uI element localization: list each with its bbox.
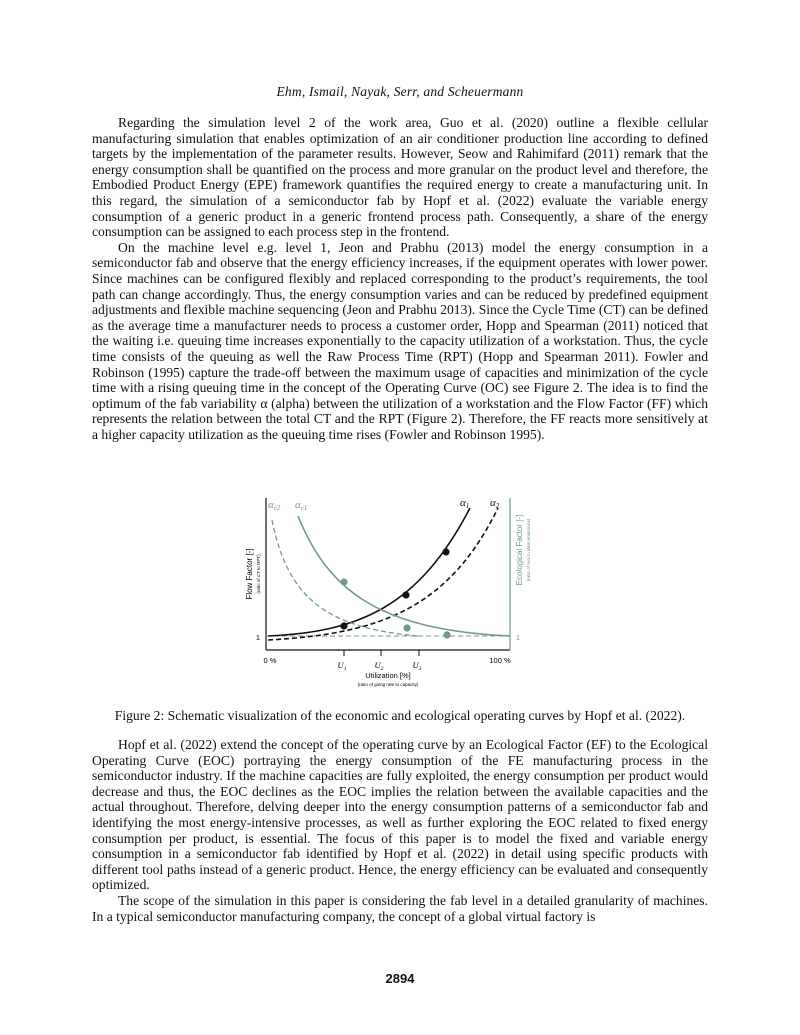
alpha-e1-label: αe1 [295,499,308,512]
x-sublabel: (ratio of going rate to capacity) [357,682,419,687]
alpha1-curve [268,508,470,636]
paragraph: The scope of the simulation in this paper is considering the fab level in a detailed granularity of machines. In a typical semiconductor manufacturing company, the concept of a global virtual factory is [92,892,708,924]
alpha1-label: α1 [460,497,470,510]
alpha-e2-curve [272,520,418,636]
alpha-e2-label: αe2 [268,499,281,512]
u2-label: $U_2$ [374,660,384,672]
x-end-label: 100 % [489,656,511,665]
x-start-label: 0 % [263,656,277,665]
y-left-label: Flow Factor [-] [245,548,254,600]
marker-economic-u1 [340,622,347,629]
u3-label: $U_3$ [412,660,422,672]
x-label: Utilization [%] [365,671,411,680]
page-number: 2894 [385,971,415,986]
marker-ecological-u3 [443,631,450,638]
marker-economic-u2 [402,591,409,598]
y-right-sublabel: (ratio of real to ideal emissions) [526,518,531,582]
figure-caption: Figure 2: Schematic visualization of the economic and ecological operating curves by Hopf et al. (2022). [114,708,686,723]
body-text-top [92,115,708,442]
operating-curve-figure [238,490,558,690]
running-header: Ehm, Ismail, Nayak, Serr, and Scheuermann [276,84,524,99]
body-text-bottom [92,737,708,924]
marker-ecological-u1 [340,578,347,585]
alpha-e1-curve [298,516,510,636]
y-left-sublabel: (ratio of CT to RPT) [256,554,261,594]
marker-economic-u3 [442,548,449,555]
u1-label: $U_1$ [337,660,347,672]
y-right-one: 1 [516,635,520,642]
y-left-one: 1 [256,635,260,642]
marker-ecological-u2 [403,624,410,631]
paragraph: Hopf et al. (2022) extend the concept of the operating curve by an Ecological Factor (EF) to the Ecological Operating Curve (EOC) portraying the energy consumption of the FE manufacturing process in the semiconductor industry. If the machine capacities are fully exploited, the energy consumption per product would decrease and thus, the EOC declines as the EOC implies the relation between the available capacities and the actual throughout. Therefore, delving deeper into the energy consumption patterns of a semiconductor fab and identifying the most energy-intensive processes, as well as further exploring the EOC related to fixed energy consumption per product, is essential. The focus of this paper is to model the fixed and variable energy consumption in a semiconductor fab identified by Hopf et al. (2022) in detail using specific products with different tool paths instead of a generic product. Hence, the energy efficiency can be evaluated and consequently optimized. [92,737,708,893]
y-right-label: Ecological Factor [-] [515,514,524,586]
operating-curve-diagram [238,490,558,690]
paragraph: On the machine level e.g. level 1, Jeon and Prabhu (2013) model the energy consumption in a semiconductor fab and observe that the energy efficiency increases, if the equipment operates with lower power. Since machines can be configured flexibly and replaced corresponding to the product’s requirements, the tool path can change accordingly. Thus, the energy consumption varies and can be reduced by predefined equipment adjustments and flexible machine sequencing (Jeon and Prabhu 2013). Since the Cycle Time (CT) can be defined as the average time a manufacturer needs to process a customer order, Hopp and Spearman (2011) noticed that the waiting i.e. queuing time increases exponentially to the capacity utilization of a workstation. Thus, the cycle time consists of the queuing as well the Raw Process Time (RPT) (Hopp and Spearman 2011). Fowler and Robinson (1995) capture the trade-off between the maximum usage of capacities and minimization of the cycle time with a rising queuing time in the concept of the Operating Curve (OC) see Figure 2. The idea is to find the optimum of the fab variability α (alpha) between the utilization of a workstation and the Flow Factor (FF) which represents the relation between the total CT and the RPT (Figure 2). Therefore, the FF reacts more sensitively at a higher capacity utilization as the queuing time rises (Fowler and Robinson 1995). [92,239,708,442]
alpha2-label: α2 [490,497,500,510]
paragraph: Regarding the simulation level 2 of the work area, Guo et al. (2020) outline a flexible cellular manufacturing simulation that enables optimization of an air conditioner production line according to defined targets by the implementation of the parameter results. However, Seow and Rahimifard (2011) remark that the energy consumption shall be quantified on the process and more granular on the product level and therefore, the Embodied Product Energy (EPE) framework quantifies the required energy to create a manufacturing unit. In this regard, the simulation of a semiconductor fab by Hopf et al. (2022) evaluate the variable energy consumption of a generic product in a generic frontend process path. Consequently, a share of the energy consumption can be assigned to each process step in the frontend. [92,115,708,240]
